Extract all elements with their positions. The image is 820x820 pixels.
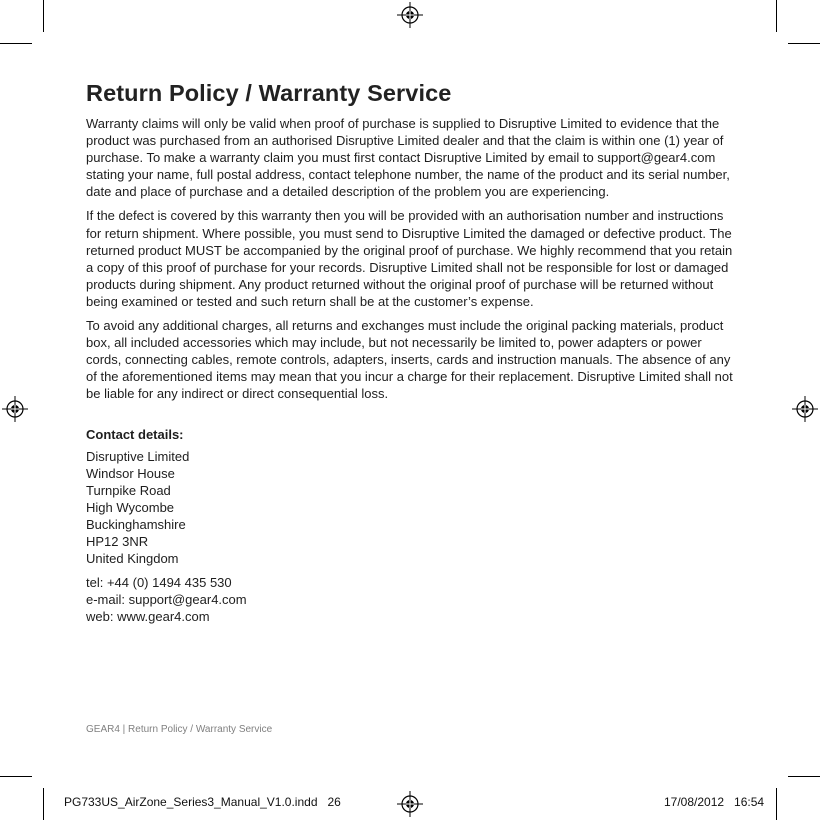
crop-mark xyxy=(776,0,777,32)
address-line: Windsor House xyxy=(86,465,175,481)
paragraph-warranty-claims: Warranty claims will only be valid when proof of purchase is supplied to Disruptive Limited to evidence that the product was purchased from an authorised Disruptive Limited dealer and that the claim is within one (1) year of purchase. To make a warranty claim you must first contact Disruptive Limited by email to support@gear4.com stating your name, full postal address, contact telephone number, the name of the product and its serial number, date and place of purchase and a detailed description of the problem you are experiencing. xyxy=(86,116,730,200)
contact-heading: Contact details: xyxy=(86,426,184,442)
registration-mark-icon xyxy=(792,396,818,422)
slug-datetime: 17/08/2012 16:54 xyxy=(664,795,765,809)
address-line: High Wycombe xyxy=(86,499,175,515)
contact-website: web: www.gear4.com xyxy=(86,608,210,624)
page-content xyxy=(86,80,738,625)
paragraph-defect-coverage: If the defect is covered by this warranty then you will be provided with an authorisation number and instructions for return shipment. Where possible, you must send to Disruptive Limited the damaged or defective product. The returned product MUST be accompanied by the original proof of purchase. We highly recommend that you retain a copy of this proof of purchase for your records. Disruptive Limited shall not be responsible for lost or damaged products during shipment. Any product returned without the original proof of purchase will be returned without being examined or tested and such return shall be at the customer’s expense. xyxy=(86,208,733,309)
crop-mark xyxy=(0,776,32,777)
address-line: United Kingdom xyxy=(86,550,179,566)
crop-mark xyxy=(43,788,44,820)
slug-filename: PG733US_AirZone_Series3_Manual_V1.0.indd 26 xyxy=(64,795,341,809)
crop-mark xyxy=(788,776,820,777)
crop-mark xyxy=(776,788,777,820)
registration-mark-icon xyxy=(397,2,423,28)
crop-mark xyxy=(43,0,44,32)
address-line: HP12 3NR xyxy=(86,533,149,549)
page-title: Return Policy / Warranty Service xyxy=(86,80,452,106)
footer-label: GEAR4 | Return Policy / Warranty Service xyxy=(86,724,273,735)
crop-mark xyxy=(0,43,32,44)
contact-telephone: tel: +44 (0) 1494 435 530 xyxy=(86,574,232,590)
address-line: Turnpike Road xyxy=(86,482,171,498)
paragraph-returns-exchanges: To avoid any additional charges, all returns and exchanges must include the original packing materials, product box, all included accessories which may include, but not necessarily be limited to, power adapters or power cords, connecting cables, remote controls, adapters, inserts, cards and instruction manuals. The absence of any of the aforementioned items may mean that you incur a charge for their replacement. Disruptive Limited shall not be liable for any indirect or direct consequential loss. xyxy=(86,318,733,402)
registration-mark-icon xyxy=(2,396,28,422)
address-line: Disruptive Limited xyxy=(86,448,190,464)
contact-email: e-mail: support@gear4.com xyxy=(86,591,247,607)
registration-mark-icon xyxy=(397,791,423,817)
crop-mark xyxy=(788,43,820,44)
address-line: Buckinghamshire xyxy=(86,516,186,532)
address-block xyxy=(86,448,738,567)
